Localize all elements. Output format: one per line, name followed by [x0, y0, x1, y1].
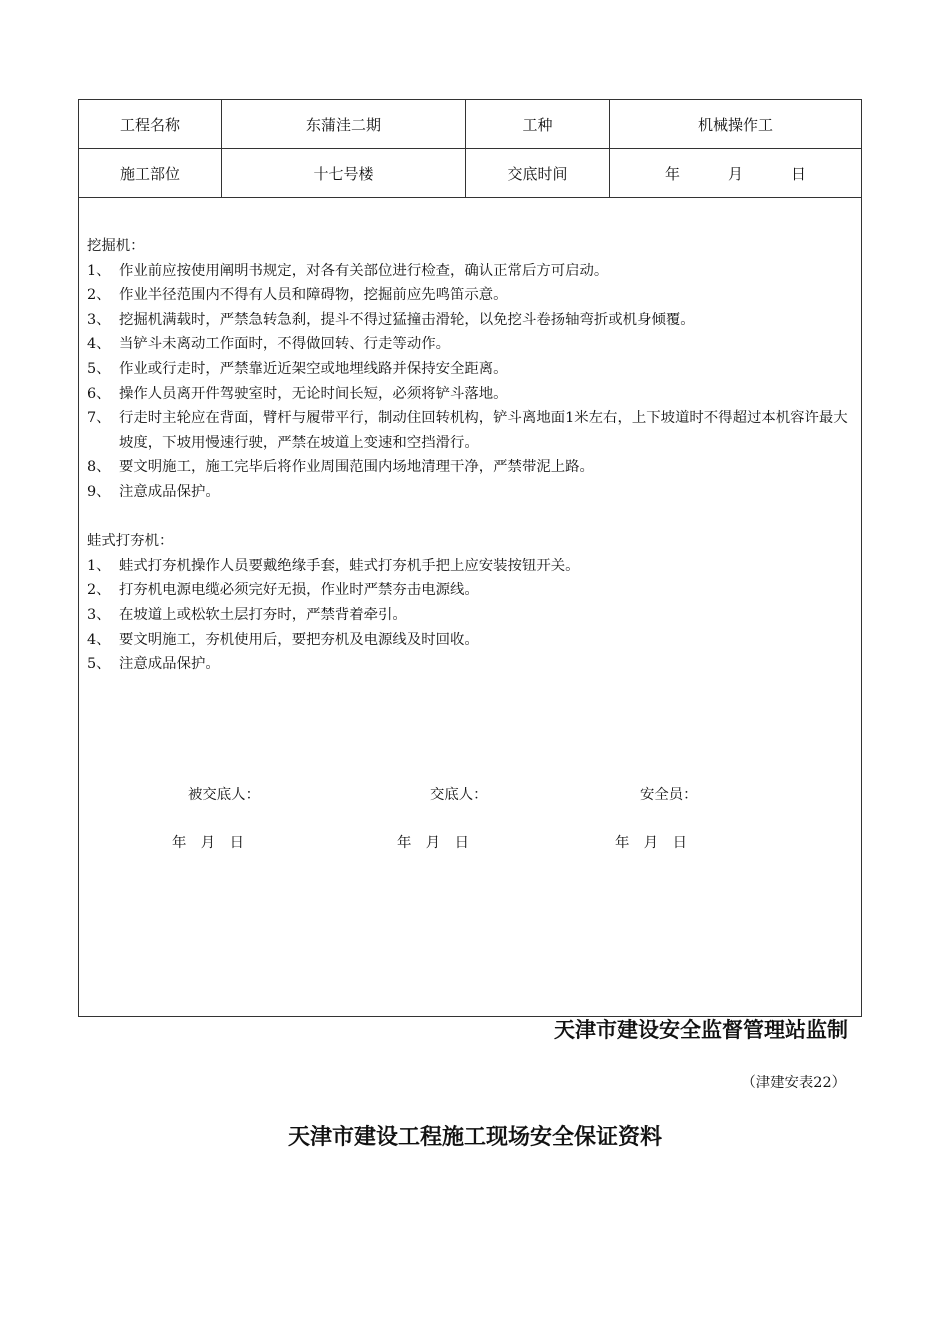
section-title-excavator: 挖掘机：	[87, 238, 145, 254]
form-number: （津建安表22）	[741, 1075, 846, 1091]
section-title-rammer: 蛙式打夯机：	[87, 533, 174, 550]
presenter-signature-date: 年 月 日	[397, 835, 469, 851]
date-day: 日	[791, 164, 807, 183]
header-row-1	[79, 100, 861, 149]
supervising-organization: 天津市建设安全监督管理站监制	[554, 1017, 848, 1042]
list-item: 4、 当铲斗未离动工作面时，不得做回转、行走等动作。	[87, 336, 450, 353]
safety-officer-signature-label: 安全员：	[640, 787, 698, 803]
list-item: 4、 要文明施工，夯机使用后，要把夯机及电源线及时回收。	[87, 631, 479, 648]
list-item: 1、 作业前应按使用阐明书规定，对各有关部位进行检查，确认正常后方可启动。	[87, 262, 609, 279]
list-item: 9、 注意成品保护。	[87, 483, 220, 500]
disclosure-form	[78, 99, 862, 1017]
date-month: 月	[727, 164, 743, 183]
list-item: 5、 注意成品保护。	[87, 656, 220, 673]
trade-label: 工种	[466, 100, 610, 148]
list-item: 8、 要文明施工，施工完毕后将作业周围范围内场地清理干净，严禁带泥上路。	[87, 459, 594, 476]
safety-officer-signature-date: 年 月 日	[615, 835, 687, 851]
list-item: 3、 挖掘机满载时，严禁急转急刹，提斗不得过猛撞击滑轮，以免挖斗卷扬轴弯折或机身倾覆。	[87, 311, 695, 328]
list-item: 7、 行走时主轮应在背面，臂杆与履带平行，制动住回转机构，铲斗离地面1米左右，上下坡道时不得超过本机容许最大坡度，下坡用慢速行驶，严禁在坡道上变速和空挡滑行。	[87, 410, 848, 451]
location-label: 施工部位	[79, 149, 222, 197]
date-label: 交底时间	[466, 149, 610, 197]
date-year: 年	[664, 164, 680, 183]
project-name-label: 工程名称	[79, 100, 222, 148]
section-spacer	[87, 505, 857, 530]
list-item: 2、 打夯机电源电缆必须完好无损，作业时严禁夯击电源线。	[87, 582, 479, 599]
receiver-signature-date: 年 月 日	[172, 835, 244, 851]
list-item: 3、 在坡道上或松软土层打夯时，严禁背着牵引。	[87, 606, 407, 623]
list-item: 2、 作业半径范围内不得有人员和障碍物，挖掘前应先鸣笛示意。	[87, 287, 508, 304]
list-item: 6、 操作人员离开件驾驶室时，无论时间长短，必须将铲斗落地。	[87, 385, 508, 402]
header-row-2	[79, 149, 861, 198]
trade-value: 机械操作工	[697, 115, 773, 134]
list-item: 5、 作业或行走时，严禁靠近近架空或地埋线路并保持安全距离。	[87, 360, 508, 377]
document-title: 天津市建设工程施工现场安全保证资料	[287, 1124, 662, 1150]
receiver-signature-label: 被交底人：	[188, 787, 260, 803]
location-value: 十七号楼	[222, 149, 466, 197]
project-name-value: 东蒲洼二期	[222, 100, 466, 148]
presenter-signature-label: 交底人：	[430, 787, 488, 803]
disclosure-content	[87, 234, 857, 677]
list-item: 1、 蛙式打夯机操作人员要戴绝缘手套，蛙式打夯机手把上应安装按钮开关。	[87, 557, 580, 574]
date-value	[610, 149, 861, 197]
